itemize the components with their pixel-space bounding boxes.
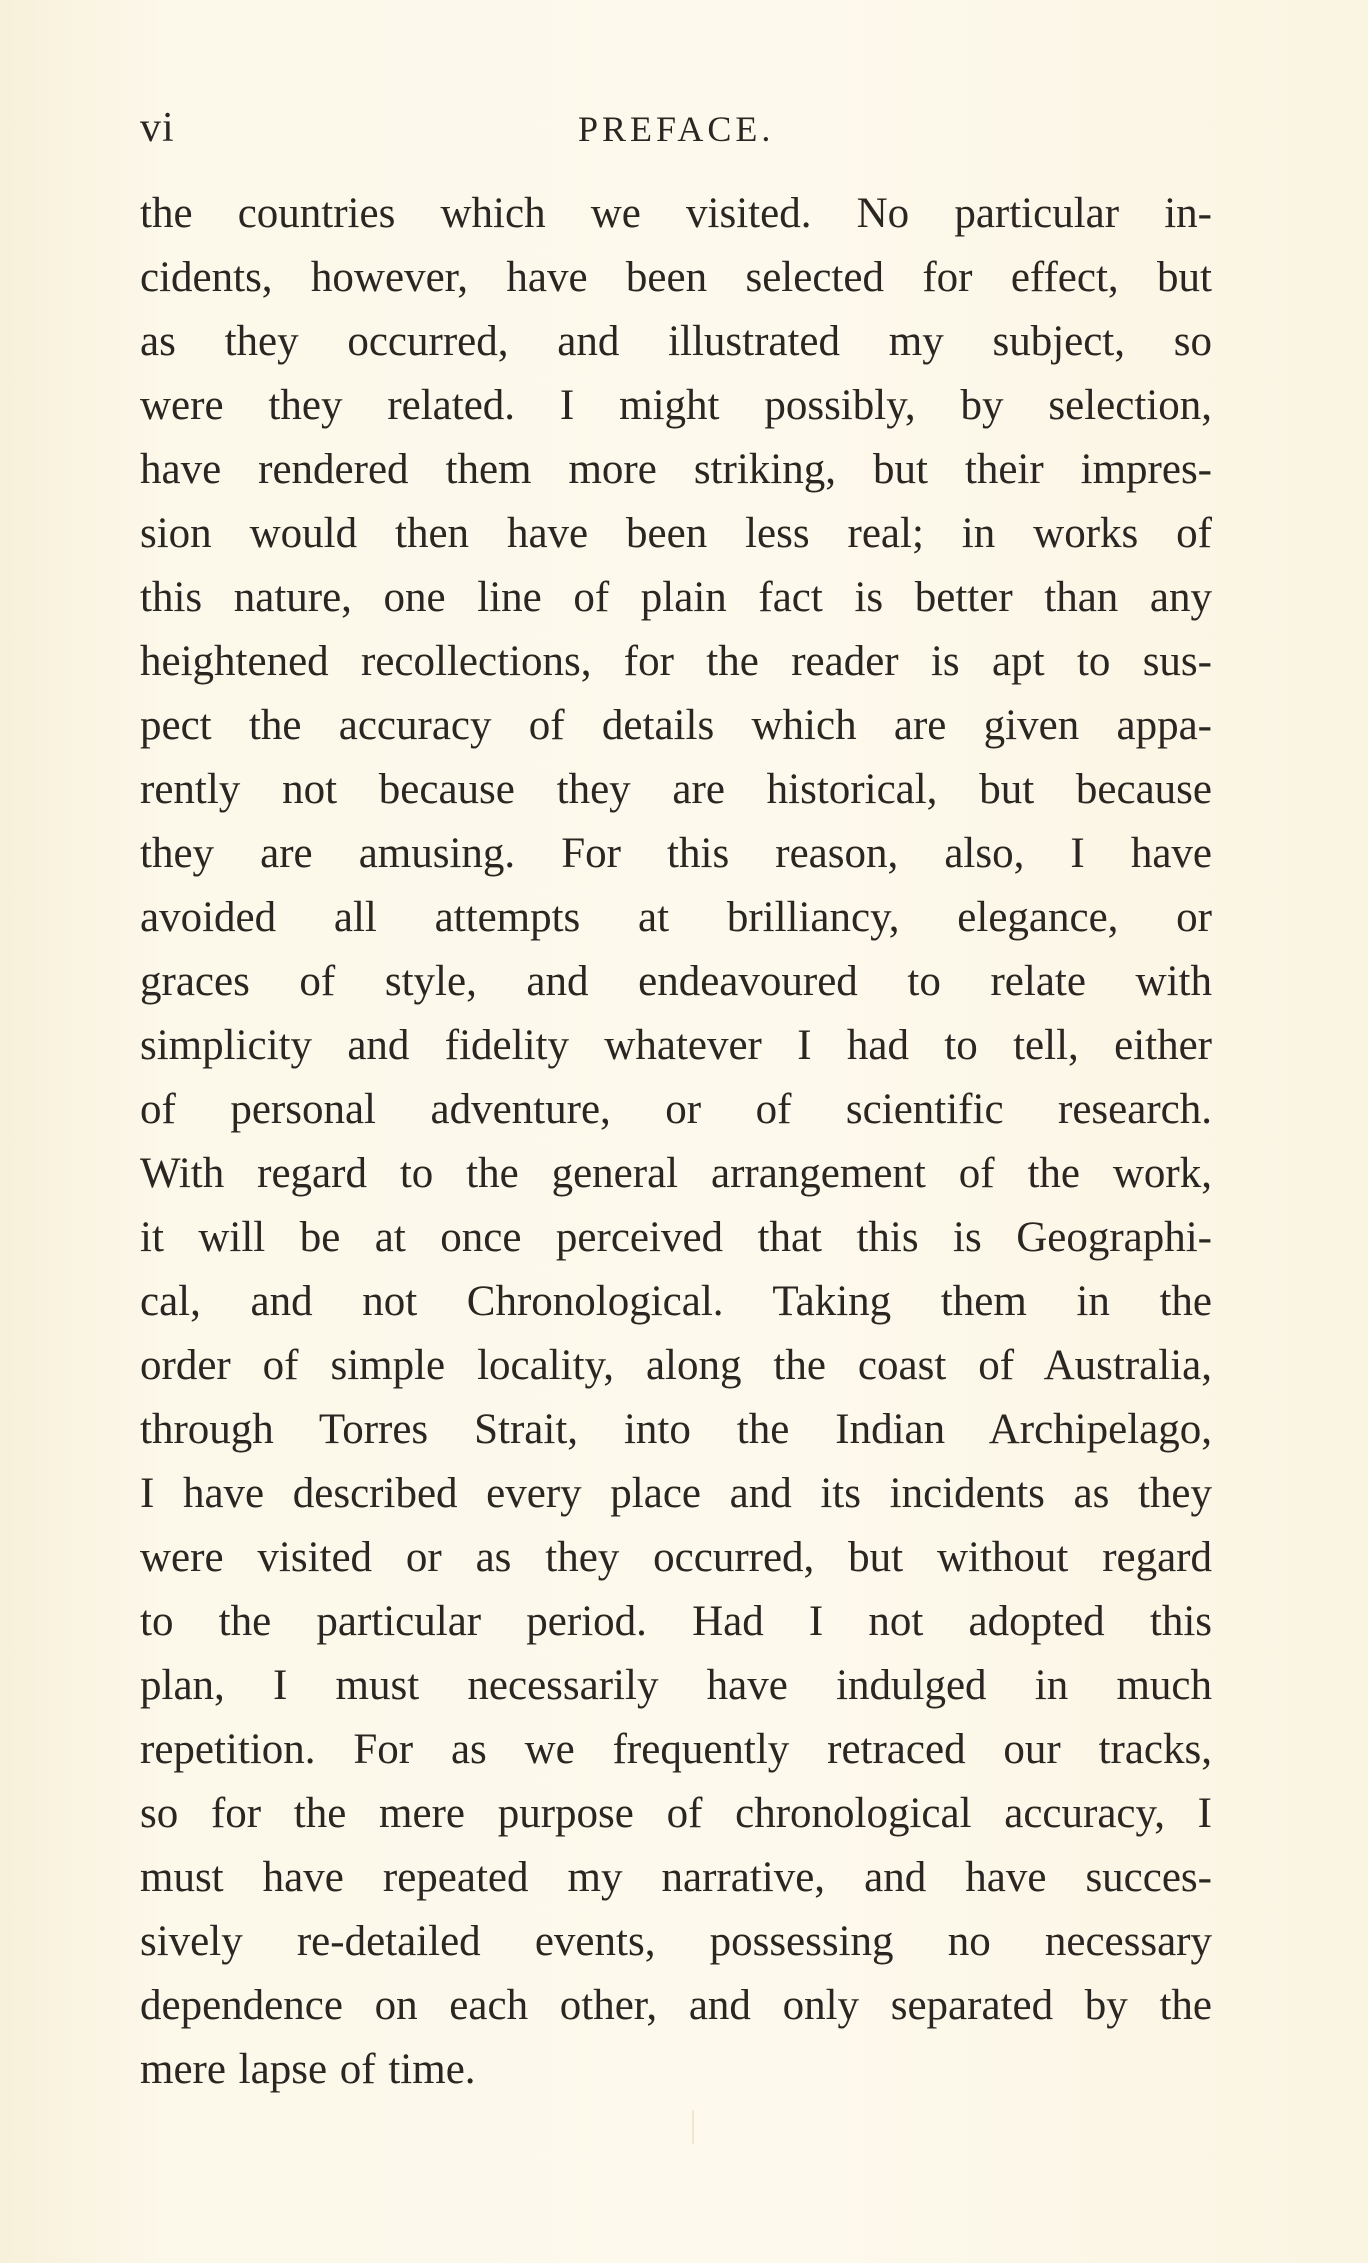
text-line: must have repeated my narrative, and have succes- bbox=[140, 1854, 1212, 1901]
text-line: were visited or as they occurred, but without regard bbox=[140, 1534, 1212, 1581]
text-line: this nature, one line of plain fact is better than any bbox=[140, 574, 1212, 621]
text-line: as they occurred, and illustrated my subject, so bbox=[140, 318, 1212, 365]
text-line: sion would then have been less real; in works of bbox=[140, 510, 1212, 557]
text-line: sively re-detailed events, possessing no necessary bbox=[140, 1918, 1212, 1965]
text-line: avoided all attempts at brilliancy, elegance, or bbox=[140, 894, 1212, 941]
paper-mark bbox=[692, 2110, 694, 2144]
text-line: they are amusing. For this reason, also, I have bbox=[140, 830, 1212, 877]
text-line: so for the mere purpose of chronological accuracy, I bbox=[140, 1790, 1212, 1837]
text-line-last: mere lapse of time. bbox=[140, 2046, 476, 2093]
text-line: have rendered them more striking, but their impres- bbox=[140, 446, 1212, 493]
text-line: were they related. I might possibly, by selection, bbox=[140, 382, 1212, 429]
page-header bbox=[140, 104, 1220, 164]
text-line: of personal adventure, or of scientific research. bbox=[140, 1086, 1212, 1133]
text-line: through Torres Strait, into the Indian Archipelago, bbox=[140, 1406, 1212, 1453]
page-number: vi bbox=[140, 105, 175, 151]
text-line: rently not because they are historical, but because bbox=[140, 766, 1212, 813]
text-line: the countries which we visited. No particular in- bbox=[140, 190, 1212, 237]
text-line: plan, I must necessarily have indulged in much bbox=[140, 1662, 1212, 1709]
text-line: to the particular period. Had I not adopted this bbox=[140, 1598, 1212, 1645]
text-line: dependence on each other, and only separated by the bbox=[140, 1982, 1212, 2029]
running-head: PREFACE. bbox=[578, 109, 775, 149]
text-line: order of simple locality, along the coast of Australia, bbox=[140, 1342, 1212, 1389]
text-line: graces of style, and endeavoured to relate with bbox=[140, 958, 1212, 1005]
text-line: pect the accuracy of details which are given appa- bbox=[140, 702, 1212, 749]
text-line: I have described every place and its incidents as they bbox=[140, 1470, 1212, 1517]
preface-paragraph bbox=[140, 182, 1212, 2102]
text-line: simplicity and fidelity whatever I had to tell, either bbox=[140, 1022, 1212, 1069]
text-line: heightened recollections, for the reader is apt to sus- bbox=[140, 638, 1212, 685]
text-line: repetition. For as we frequently retraced our tracks, bbox=[140, 1726, 1212, 1773]
text-line: cidents, however, have been selected for effect, but bbox=[140, 254, 1212, 301]
text-line: cal, and not Chronological. Taking them in the bbox=[140, 1278, 1212, 1325]
text-line: it will be at once perceived that this is Geographi- bbox=[140, 1214, 1212, 1261]
text-line: With regard to the general arrangement of the work, bbox=[140, 1150, 1212, 1197]
